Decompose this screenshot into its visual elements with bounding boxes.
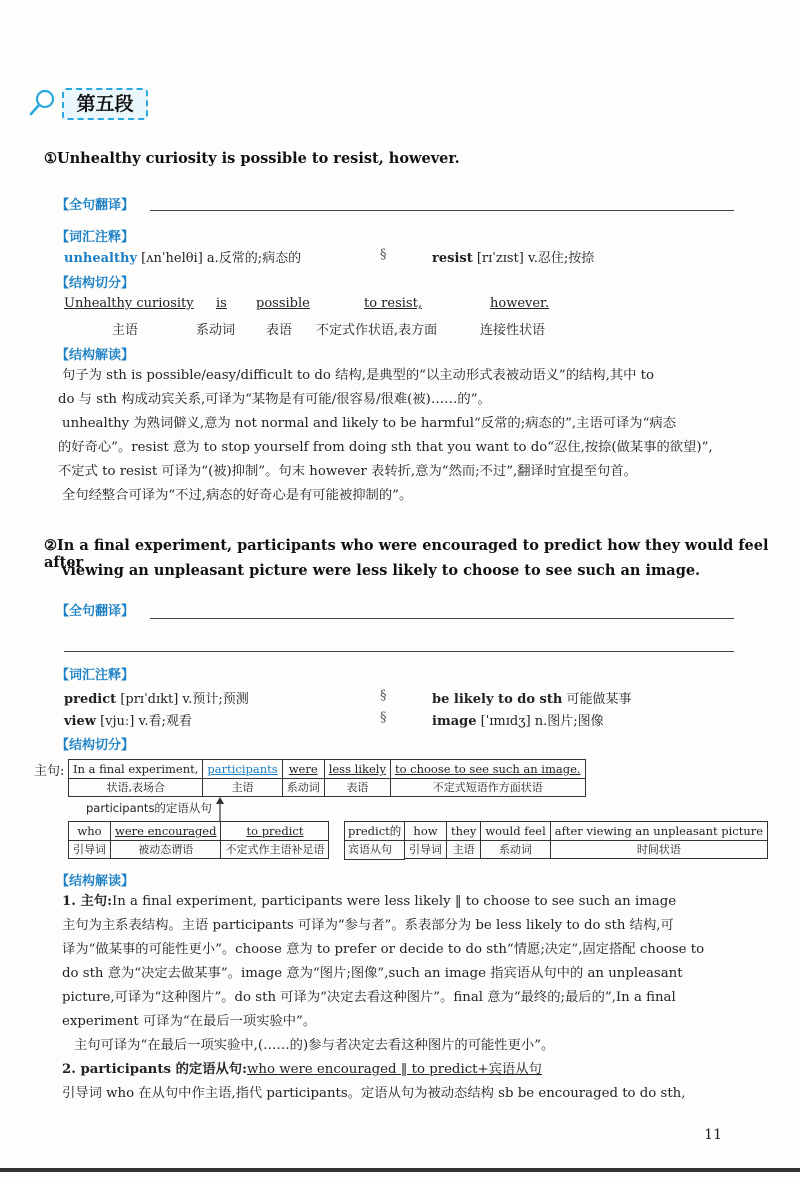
- vocab-predict: [64, 688, 249, 707]
- obj-part: they: [451, 824, 477, 838]
- vocab-separator: §: [380, 688, 387, 703]
- vocab-word: resist: [432, 251, 473, 266]
- analysis-1-text: [58, 364, 742, 508]
- heading-text: who were encouraged ‖ to predict+宾语从句: [247, 1062, 542, 1077]
- para: 不定式 to resist 可译为“(被)抑制”。句末 however 表转折,意为“然而;不过”,翻译时宜提至句首。: [58, 464, 637, 479]
- heading-relative-clause: [62, 1058, 752, 1082]
- obj-role: 系动词: [481, 840, 549, 858]
- sentence-2-line-1: ②In a final experiment, participants who were encouraged to predict how they would feel after: [44, 537, 769, 571]
- obj-part: would feel: [485, 824, 546, 838]
- tag-translate-1: 【全句翻译】: [56, 198, 135, 213]
- para: 主句可译为“在最后一项实验中,(……的)参与者决定去看这种图片的可能性更小”。: [74, 1038, 555, 1053]
- tag-split-2: 【结构切分】: [56, 738, 135, 753]
- section-title: 第五段: [62, 88, 148, 120]
- main-part: participants: [207, 762, 278, 776]
- main-clause-label: 主句:: [34, 764, 65, 779]
- split-1-label-0: 主语: [112, 323, 139, 338]
- main-part: less likely: [328, 762, 386, 776]
- obj-part: how: [413, 824, 438, 838]
- split-1-label-1: 系动词: [196, 323, 236, 338]
- para: do 与 sth 构成动宾关系,可译为“某物是有可能/很容易/很难(被)……的”。: [58, 392, 491, 407]
- split-1-label-4: 连接性状语: [480, 323, 546, 338]
- tag-analysis-1: 【结构解读】: [56, 348, 135, 363]
- rel-part: were encouraged: [115, 824, 217, 838]
- split-1-2: possible: [256, 296, 310, 311]
- obj-role: 主语: [447, 840, 480, 858]
- split-1-0: Unhealthy curiosity: [64, 296, 194, 311]
- split-1-1: is: [216, 296, 227, 311]
- obj-role: 时间状语: [551, 840, 767, 858]
- vocab-def: [vjuː] v.看;观看: [100, 714, 192, 729]
- object-clause-label: [344, 821, 405, 860]
- analysis-2-text: [62, 890, 752, 1106]
- vocab-word: predict: [64, 692, 117, 707]
- para: experiment 可译为“在最后一项实验中”。: [62, 1014, 317, 1029]
- object-clause-box: [404, 821, 768, 859]
- para: 引导词 who 在从句中作主语,指代 participants。定语从句为被动态结构 sb be encouraged to do sth,: [62, 1086, 686, 1101]
- main-clause-box: [68, 759, 586, 797]
- split-1-3: to resist,: [364, 296, 422, 311]
- vocab-resist: [432, 247, 594, 266]
- heading-label: 2. participants 的定语从句:: [62, 1062, 248, 1077]
- heading-main-clause: [62, 890, 752, 914]
- obj-role: 引导词: [405, 840, 446, 858]
- magnifier-icon: [28, 88, 58, 118]
- rel-part: who: [77, 824, 102, 838]
- relative-clause-label: participants的定语从句: [86, 801, 212, 815]
- vocab-unhealthy: [64, 247, 301, 266]
- heading-label: 1. 主句:: [62, 894, 113, 909]
- split-1-label-3: 不定式作状语,表方面: [316, 323, 438, 338]
- main-role: 状语,表场合: [69, 778, 202, 796]
- main-role: 不定式短语作方面状语: [391, 778, 585, 796]
- rel-role: 不定式作主语补足语: [221, 840, 328, 858]
- para: do sth 意为“决定去做某事”。image 意为“图片;图像”,such an image 指宾语从句中的 an unpleasant: [62, 966, 683, 981]
- rel-part: to predict: [246, 824, 304, 838]
- obj-part: after viewing an unpleasant picture: [554, 824, 764, 838]
- vocab-def: [rɪˈzɪst] v.忍住;按捺: [476, 251, 595, 266]
- vocab-be-likely: [432, 688, 631, 707]
- vocab-def: [ʌnˈhelθi] a.反常的;病态的: [141, 251, 302, 266]
- obj-label-top: predict的: [348, 824, 402, 838]
- tag-vocab-1: 【词汇注释】: [56, 230, 135, 245]
- vocab-word: view: [64, 714, 96, 729]
- answer-line-1: [150, 210, 734, 211]
- rel-role: 被动态谓语: [111, 840, 220, 858]
- para: 全句经整合可译为“不过,病态的好奇心是有可能被抑制的”。: [62, 488, 413, 503]
- vocab-def: 可能做某事: [566, 692, 632, 707]
- main-role: 表语: [325, 778, 390, 796]
- tag-vocab-2: 【词汇注释】: [56, 668, 135, 683]
- tag-split-1: 【结构切分】: [56, 276, 135, 291]
- split-1-label-2: 表语: [266, 323, 293, 338]
- vocab-word: be likely to do sth: [432, 692, 563, 707]
- tag-analysis-2: 【结构解读】: [56, 874, 135, 889]
- vocab-image: [432, 710, 604, 729]
- sentence-2-line-2: viewing an unpleasant picture were less likely to choose to see such an image.: [62, 562, 701, 579]
- main-role: 主语: [203, 778, 281, 796]
- vocab-def: [prɪˈdɪkt] v.预计;预测: [120, 692, 249, 707]
- vocab-view: [64, 710, 192, 729]
- vocab-word: image: [432, 714, 477, 729]
- main-part: In a final experiment,: [73, 762, 199, 776]
- split-1-4: however.: [490, 296, 549, 311]
- para: 句子为 sth is possible/easy/difficult to do 结构,是典型的“以主动形式表被动语义”的结构,其中 to: [62, 368, 654, 383]
- relative-clause-box: [68, 821, 329, 859]
- para: 的好奇心”。resist 意为 to stop yourself from doing sth that you want to do“忍住,按捺(做某事的欲望)”,: [58, 440, 713, 455]
- tag-translate-2: 【全句翻译】: [56, 604, 135, 619]
- para: 译为“做某事的可能性更小”。choose 意为 to prefer or decide to do sth“情愿;决定”,固定搭配 choose to: [62, 942, 705, 957]
- main-role: 系动词: [283, 778, 324, 796]
- answer-line-3: [64, 651, 734, 652]
- answer-line-2: [150, 618, 734, 619]
- bottom-rule: [0, 1168, 800, 1172]
- para: unhealthy 为熟词僻义,意为 not normal and likely to be harmful“反常的;病态的”,主语可译为“病态: [62, 416, 676, 431]
- vocab-def: [ˈɪmɪdʒ] n.图片;图像: [480, 714, 604, 729]
- vocab-separator: §: [380, 247, 387, 262]
- sentence-1: ①Unhealthy curiosity is possible to resist, however.: [44, 150, 460, 167]
- obj-label-bot: 宾语从句: [345, 840, 404, 859]
- page-number: 11: [704, 1127, 722, 1143]
- heading-text: In a final experiment, participants were less likely ‖ to choose to see such an image: [112, 894, 677, 909]
- para: 主句为主系表结构。主语 participants 可译为“参与者”。系表部分为 be less likely to do sth 结构,可: [62, 918, 674, 933]
- para: picture,可译为“这种图片”。do sth 可译为“决定去看这种图片”。final 意为“最终的;最后的”,In a final: [62, 990, 676, 1005]
- arrow-up-icon: [214, 797, 226, 821]
- main-part: were: [288, 762, 318, 776]
- rel-role: 引导词: [69, 840, 110, 858]
- vocab-word: unhealthy: [64, 251, 137, 266]
- main-part: to choose to see such an image.: [394, 762, 581, 776]
- vocab-separator: §: [380, 710, 387, 725]
